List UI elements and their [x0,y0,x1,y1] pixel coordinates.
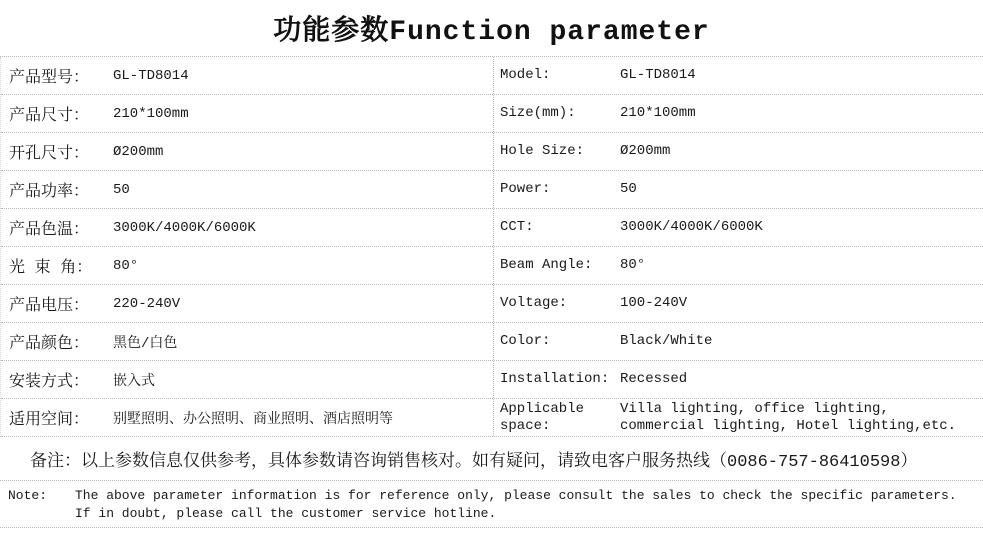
param-label-en: Hole Size: [500,143,585,159]
cell-en [493,285,983,322]
param-value-en: GL-TD8014 [620,67,696,83]
table-row-voltage [1,285,983,323]
note-english [0,481,983,528]
page-title: 功能参数Function parameter [273,17,710,48]
param-value-cn: Ø200mm [113,143,164,160]
param-label-en: Power: [500,181,551,197]
table-row-model [1,57,983,95]
param-value-cn: 80° [113,257,139,274]
param-label-cn: 产品色温： [9,221,90,239]
param-value-cn: 黑色/白色 [113,335,178,352]
param-value-cn: 别墅照明、办公照明、商业照明、酒店照明等 [113,411,393,428]
cell-cn [1,171,493,208]
param-label-en: Color: [500,333,551,349]
param-label-en: Model: [500,67,551,83]
param-value-en: 80° [620,257,646,273]
param-value-en: Ø200mm [620,143,671,159]
param-label-en: Size(mm): [500,105,576,121]
cell-cn [1,399,493,436]
cell-cn [1,323,493,360]
param-value-en: 100-240V [620,295,688,311]
cell-cn [1,285,493,322]
param-label-cn: 开孔尺寸： [9,145,90,163]
note-english-prefix: Note: [8,488,48,503]
param-value-cn: 嵌入式 [113,373,155,390]
param-value-cn: 3000K/4000K/6000K [113,219,256,236]
table-row-installation [1,361,983,399]
note-english-line1: The above parameter information is for reference only, please consult the sales to check the specific parameters. [75,488,957,503]
param-value-en: 210*100mm [620,105,696,121]
cell-en [493,323,983,360]
param-label-en: Installation: [500,371,610,387]
param-value-en: Black/White [620,333,713,349]
table-row-cct [1,209,983,247]
cell-cn [1,361,493,398]
table-row-color [1,323,983,361]
table-row-beam-angle [1,247,983,285]
cell-cn [1,95,493,132]
param-label-cn: 安装方式： [9,373,90,391]
cell-cn [1,247,493,284]
cell-en [493,133,983,170]
param-label-en: Beam Angle: [500,257,593,273]
cell-cn [1,57,493,94]
param-label-en: Applicable space: [500,400,585,434]
param-label-cn: 产品功率： [9,183,90,201]
param-value-en: 50 [620,181,637,197]
param-label-cn: 产品型号： [9,69,90,87]
cell-en [493,361,983,398]
param-label-cn: 产品电压： [9,297,90,315]
cell-cn [1,133,493,170]
note-chinese-text: 备注：以上参数信息仅供参考，具体参数请咨询销售核对。如有疑问，请致电客户服务热线（0086-757-86410598） [30,452,918,472]
param-value-en: Villa lighting, office lighting, commercial lighting, Hotel lighting,etc. [620,400,957,434]
param-label-cn: 适用空间： [9,411,90,429]
table-row-applicable-space [1,399,983,437]
cell-en [493,57,983,94]
cell-en [493,399,983,436]
param-label-cn: 光 束 角： [9,259,93,277]
param-value-en: Recessed [620,371,688,387]
param-value-cn: GL-TD8014 [113,67,189,84]
parameter-table [0,57,983,437]
param-label-cn: 产品颜色： [9,335,90,353]
note-english-line2: If in doubt, please call the customer service hotline. [75,506,497,521]
table-row-size [1,95,983,133]
param-label-cn: 产品尺寸： [9,107,90,125]
title-bar [0,0,983,57]
cell-en [493,171,983,208]
param-value-cn: 50 [113,181,130,198]
param-label-en: CCT: [500,219,534,235]
param-value-en: 3000K/4000K/6000K [620,219,763,235]
cell-en [493,209,983,246]
param-label-en: Voltage: [500,295,568,311]
param-value-cn: 210*100mm [113,105,189,122]
note-chinese [0,437,983,481]
cell-en [493,247,983,284]
note-english-lines [75,487,979,523]
cell-en [493,95,983,132]
param-value-cn: 220-240V [113,295,181,312]
table-row-power [1,171,983,209]
cell-cn [1,209,493,246]
table-row-hole-size [1,133,983,171]
